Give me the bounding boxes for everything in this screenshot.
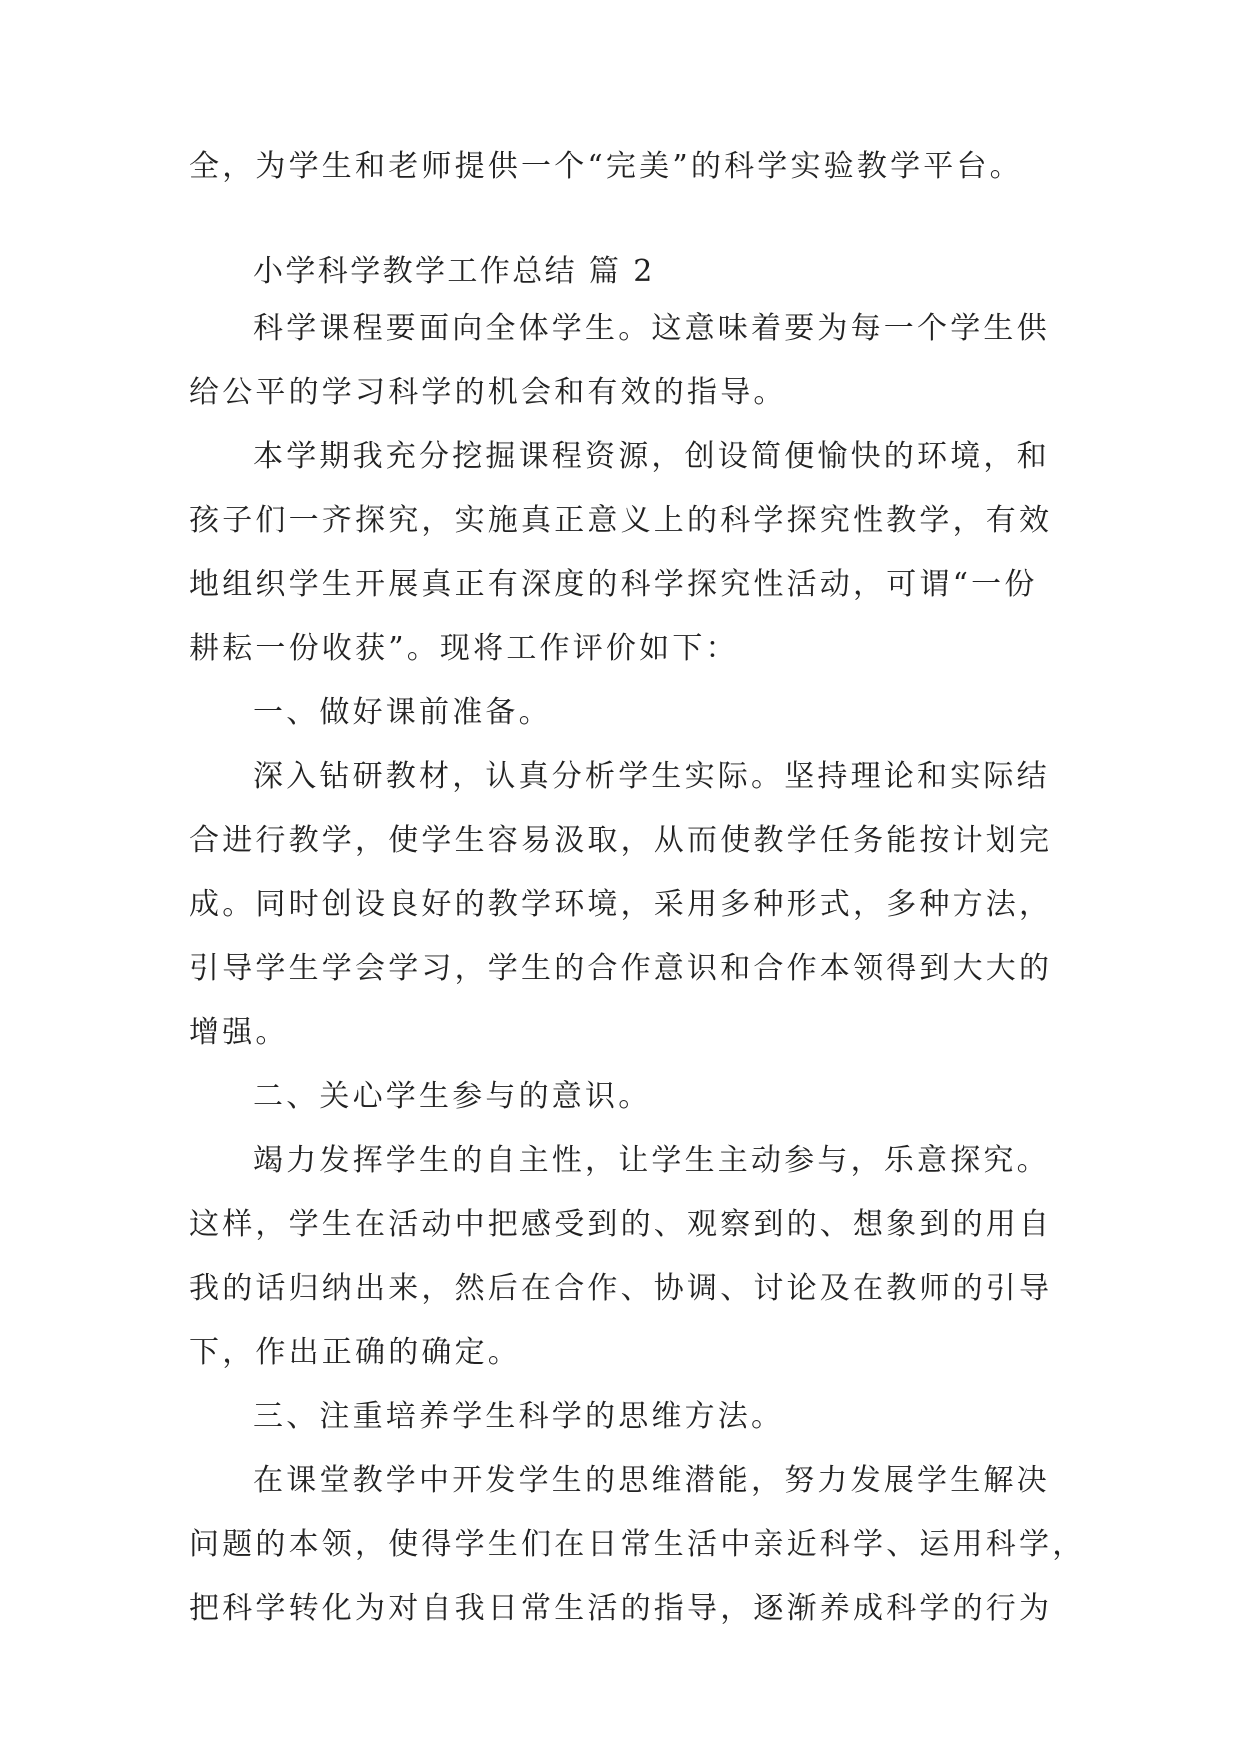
text-line: 孩子们一齐探究，实施真正意义上的科学探究性教学，有效 [189, 503, 1053, 538]
text-line: 全，为学生和老师提供一个“完美”的科学实验教学平台。 [189, 149, 1023, 184]
section-title [189, 240, 1069, 304]
body-text [189, 297, 1086, 1641]
text-line: 合进行教学，使学生容易汲取，从而使教学任务能按计划完 [189, 823, 1053, 858]
text-line: 问题的本领，使得学生们在日常生活中亲近科学、运用科学， [189, 1527, 1086, 1562]
text-line: 下，作出正确的确定。 [189, 1335, 521, 1370]
text-line: 把科学转化为对自我日常生活的指导，逐渐养成科学的行为 [189, 1591, 1053, 1626]
text-line: 本学期我充分挖掘课程资源，创设简便愉快的环境，和 [253, 439, 1050, 474]
text-line: 引导学生学会学习，学生的合作意识和合作本领得到大大的 [189, 951, 1053, 986]
text-line: 增强。 [189, 1015, 289, 1050]
text-line: 我的话归纳出来，然后在合作、协调、讨论及在教师的引导 [189, 1271, 1053, 1306]
list-heading: 一、做好课前准备。 [253, 695, 552, 730]
intro-paragraph [189, 135, 1069, 199]
text-line: 科学课程要面向全体学生。这意味着要为每一个学生供 [253, 311, 1050, 346]
text-line: 竭力发挥学生的自主性，让学生主动参与，乐意探究。 [253, 1143, 1050, 1178]
list-heading: 二、关心学生参与的意识。 [253, 1079, 652, 1114]
text-line: 这样，学生在活动中把感受到的、观察到的、想象到的用自 [189, 1207, 1053, 1242]
text-line: 地组织学生开展真正有深度的科学探究性活动，可谓“一份 [189, 567, 1038, 602]
text-line: 给公平的学习科学的机会和有效的指导。 [189, 375, 787, 410]
list-heading: 三、注重培养学生科学的思维方法。 [253, 1399, 785, 1434]
text-line: 耕耘一份收获”。现将工作评价如下： [189, 631, 739, 666]
text-line: 深入钻研教材，认真分析学生实际。坚持理论和实际结 [253, 759, 1050, 794]
text-line: 在课堂教学中开发学生的思维潜能，努力发展学生解决 [253, 1463, 1050, 1498]
section-heading: 小学科学教学工作总结 篇 2 [253, 254, 655, 289]
text-line: 成。同时创设良好的教学环境，采用多种形式，多种方法， [189, 887, 1053, 922]
